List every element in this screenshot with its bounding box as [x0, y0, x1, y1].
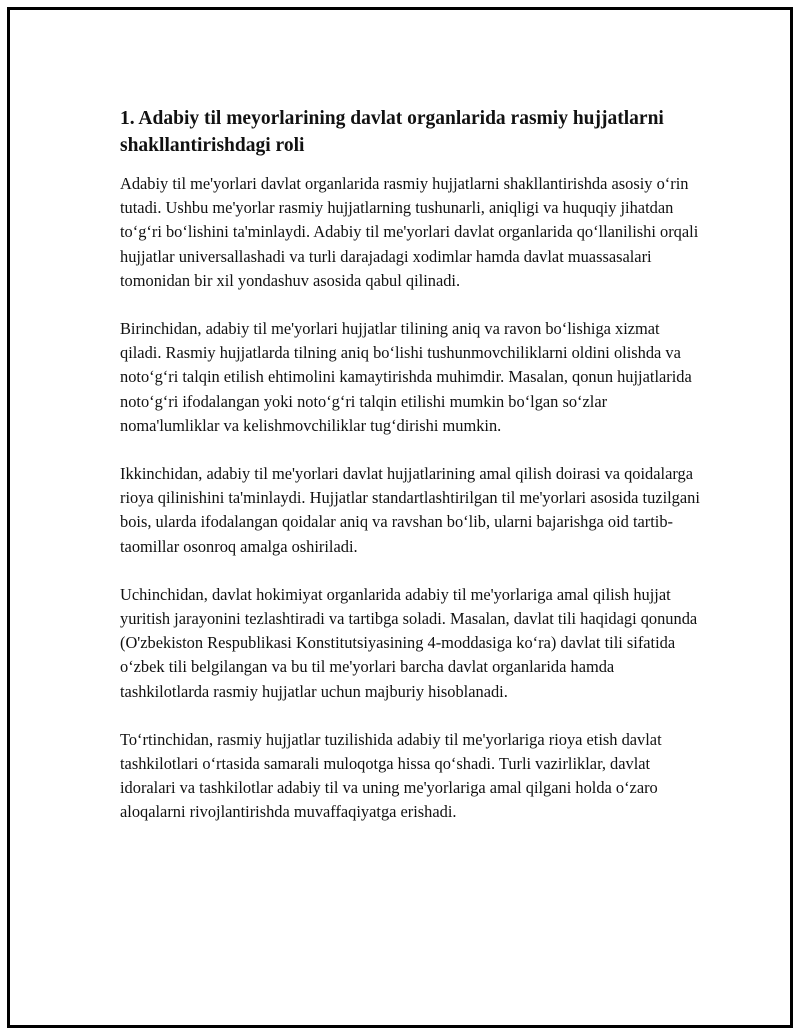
paragraph-third: Uchinchidan, davlat hokimiyat organlarida adabiy til me'yorlariga amal qilish hujjat yuritish jarayonini tezlashtiradi va tartibga soladi. Masalan, davlat tili haqidagi qonunda (O'zbekiston Respublikasi Konstitutsiyasining 4-moddasiga ko‘ra) davlat tili sifatida o‘zbek tili belgilangan va bu til me'yorlari barcha davlat organlarida hamda tashkilotlarda rasmiy hujjatlar uchun majburiy hisoblanadi. — [120, 584, 698, 701]
paragraph-intro: Adabiy til me'yorlari davlat organlarida rasmiy hujjatlarni shakllantirishda asosiy o‘rin tutadi. Ushbu me'yorlar rasmiy hujjatlarning tushunarli, aniqligi va huquqiy jihatdan to‘g‘ri bo‘lishini ta'minlaydi. Adabiy til me'yorlari davlat organlarida qo‘llanilishi orqali hujjatlar universallashadi va turli darajadagi xodimlar hamda davlat muassasalari tomonidan bir xil yondashuv asosida qabul qilinadi. — [120, 174, 699, 290]
page-frame — [7, 7, 793, 1028]
document-body — [120, 105, 700, 849]
paragraph-second: Ikkinchidan, adabiy til me'yorlari davlat hujjatlarining amal qilish doirasi va qoidalarga rioya qilinishini ta'minlaydi. Hujjatlar standartlashtirilgan til me'yorlari asosida tuzilgani bois, ularda ifodalangan qoidalar aniq va ravshan bo‘lib, ularni bajarishga oid tartib-taomillar osonroq amalga oshiriladi. — [120, 464, 700, 556]
paragraph-first: Birinchidan, adabiy til me'yorlari hujjatlar tilining aniq va ravon bo‘lishiga xizmat qiladi. Rasmiy hujjatlarda tilning aniq bo‘lishi tushunmovchiliklarni oldini olishda va noto‘g‘ri talqin etilish ehtimolini kamaytirishda muhimdir. Masalan, qonun hujjatlarida noto‘g‘ri ifodalangan yoki noto‘g‘ri talqin etilishi mumkin bo‘lgan so‘zlar noma'lumliklar va kelishmovchiliklar tug‘dirishi mumkin. — [120, 319, 692, 435]
paragraph-fourth: To‘rtinchidan, rasmiy hujjatlar tuzilishida adabiy til me'yorlariga rioya etish davlat tashkilotlari o‘rtasida samarali muloqotga hissa qo‘shadi. Turli vazirliklar, davlat idoralari va tashkilotlar adabiy til va uning me'yorlariga amal qilgani holda o‘zaro aloqalarni rivojlantirishda muvaffaqiyatga erishadi. — [120, 729, 662, 822]
section-heading: 1. Adabiy til meyorlarining davlat organlarida rasmiy hujjatlarni shakllantirishdagi roli — [120, 108, 664, 156]
